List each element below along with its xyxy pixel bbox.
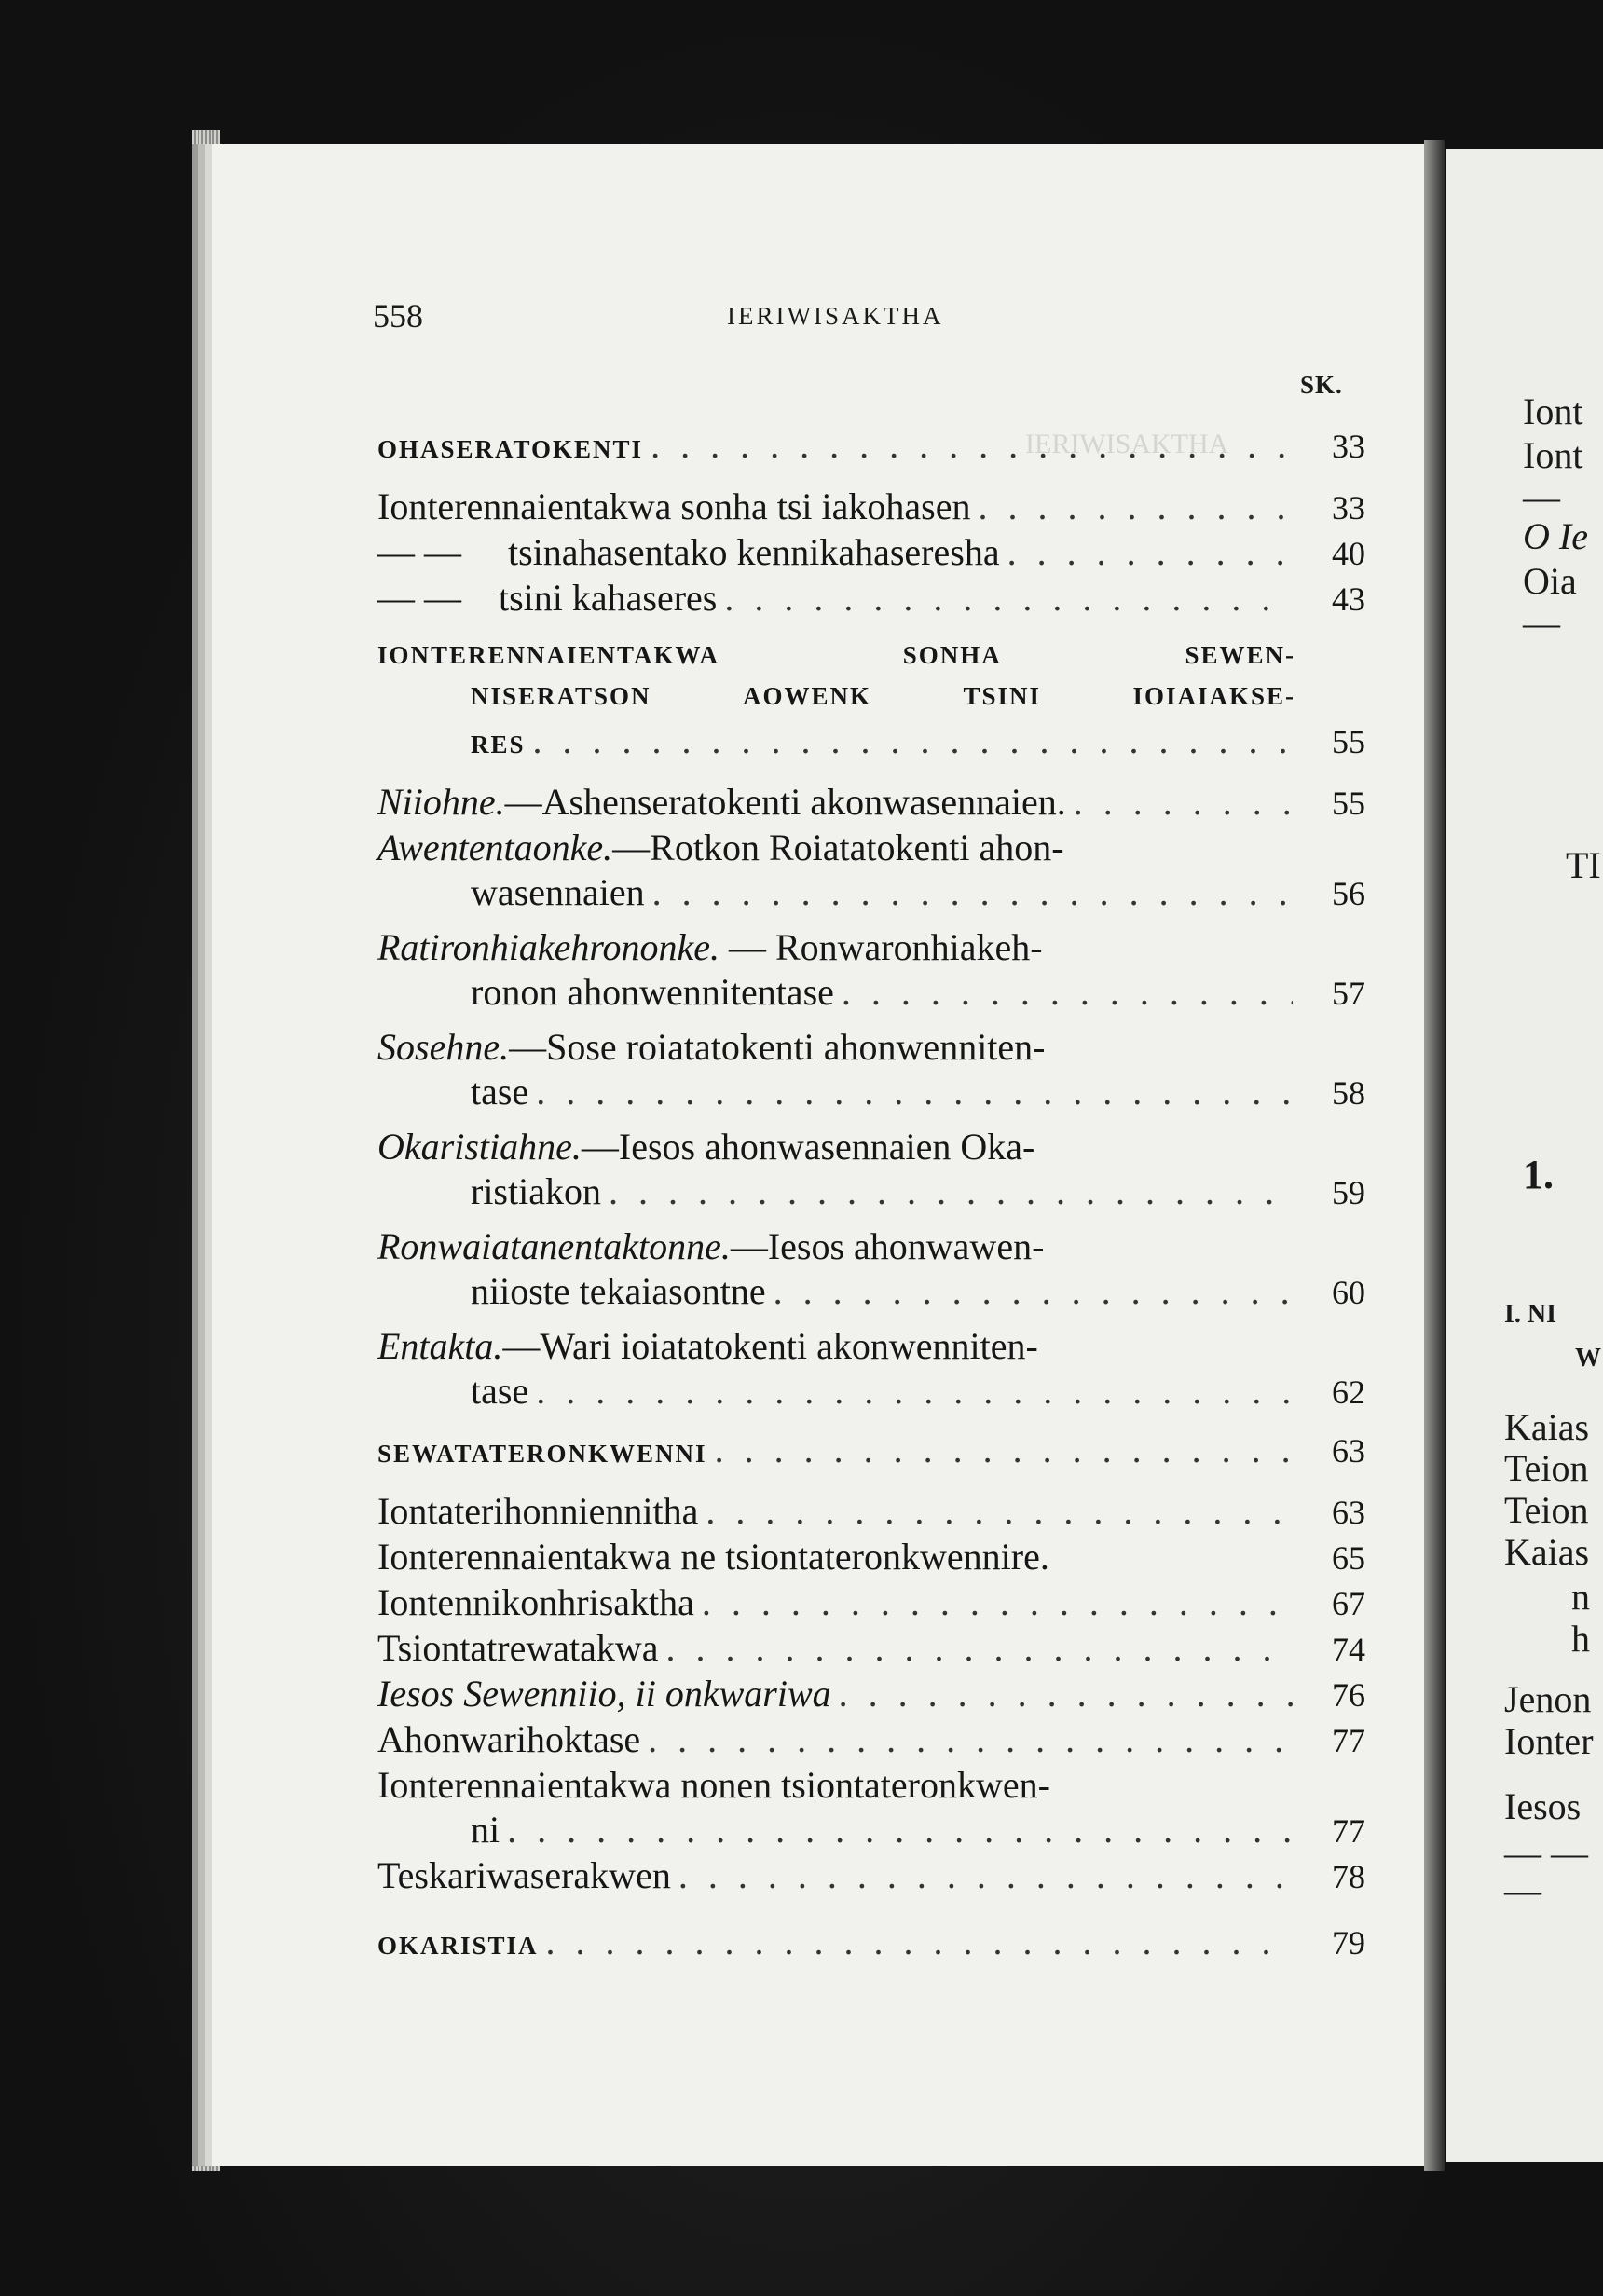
toc-section-entry[interactable]: IONTERENNAIENTAKWA SONHA SEWEN- NISERATSON AOWENK TSINI IOIAIAKSE- RES . . . 55 (377, 636, 1365, 767)
page-ref: 63 (1332, 1494, 1365, 1531)
book-gutter (1424, 140, 1445, 2171)
right-page-line: — — (1504, 1832, 1588, 1874)
right-page-line: 1. (1523, 1152, 1554, 1197)
right-page-line: Iesos (1504, 1785, 1582, 1827)
toc-entry[interactable]: Iesos Sewenniio, ii onkwariwa . . . 76 (377, 1672, 1365, 1717)
leader-dots (1074, 780, 1293, 825)
page-ref: 55 (1332, 785, 1365, 822)
toc-entry[interactable]: Niiohne.—Ashenseratokenti akonwasennaien. . . . 55 (377, 780, 1365, 826)
toc-entry[interactable]: Ionterennaientakwa ne tsiontateronkwennire. 65 (377, 1535, 1365, 1580)
right-page-line: n (1571, 1576, 1590, 1618)
right-page-line: — (1504, 1869, 1541, 1911)
leader-dots (536, 1369, 1293, 1414)
right-page-line: Ionter (1504, 1720, 1594, 1762)
leader-dots (666, 1626, 1293, 1671)
page-ref: 43 (1332, 581, 1365, 618)
page-ref: 57 (1332, 975, 1365, 1012)
leader-dots (1007, 530, 1293, 575)
leader-dots (609, 1169, 1293, 1214)
page-ref: 58 (1332, 1074, 1365, 1112)
page-ref: 79 (1332, 1924, 1365, 1961)
toc-entry[interactable]: Teskariwaserakwen . . . 78 (377, 1853, 1365, 1899)
ditto-dash: — — (377, 531, 461, 573)
leader-dots (678, 1853, 1293, 1898)
right-page-line: Jenon (1504, 1678, 1592, 1720)
right-page-line: — (1523, 602, 1560, 644)
toc-entry[interactable]: Ahonwarihoktase . . . 77 (377, 1717, 1365, 1763)
right-page-line: TI (1566, 844, 1601, 886)
toc-section-entry[interactable]: OHASERATOKENTI . . . 33 (377, 423, 1365, 472)
leader-dots (978, 485, 1293, 529)
leader-dots (651, 423, 1293, 468)
page-ref: 74 (1332, 1631, 1365, 1668)
leader-dots (648, 1717, 1293, 1762)
page-ref: 77 (1332, 1812, 1365, 1850)
page-ref: 63 (1332, 1432, 1365, 1469)
page-ref: 59 (1332, 1174, 1365, 1211)
toc-entry[interactable]: Sosehne.—Sose roiatatokenti ahonwenniten- tase . . . 58 (377, 1025, 1365, 1115)
right-page-line: Oia (1523, 560, 1577, 602)
right-page-line: W (1575, 1344, 1601, 1373)
leader-dots (507, 1808, 1293, 1852)
toc-entry[interactable]: Awententaonke.—Rotkon Roiatatokenti ahon- wasennaien . . . 56 (377, 826, 1365, 916)
page-ref: 77 (1332, 1722, 1365, 1759)
toc-entry[interactable]: Okaristiahne.—Iesos ahonwasennaien Oka- ristiakon . . . 59 (377, 1125, 1365, 1215)
page-ref: 55 (1332, 723, 1365, 760)
leader-dots (536, 1070, 1293, 1114)
toc-entry[interactable]: — — tsini kahaseres . . . 43 (377, 576, 1365, 622)
page-ref: 56 (1332, 875, 1365, 912)
table-of-contents (377, 410, 1365, 1981)
right-page-line: Teion (1504, 1447, 1589, 1489)
leader-dots (839, 1672, 1293, 1716)
page-ref: 67 (1332, 1585, 1365, 1622)
toc-entry[interactable]: Entakta.—Wari ioiatatokenti akonwenniten- tase . . . 62 (377, 1324, 1365, 1414)
leader-dots (652, 870, 1293, 915)
page-ref: 62 (1332, 1374, 1365, 1411)
ditto-dash: — — (377, 577, 461, 619)
page-ref: 78 (1332, 1858, 1365, 1895)
page-header (373, 296, 1361, 337)
toc-entry[interactable]: Iontennikonhrisaktha . . . 67 (377, 1580, 1365, 1626)
toc-entry[interactable]: Iontaterihonniennitha . . . 63 (377, 1489, 1365, 1535)
leader-dots (706, 1489, 1293, 1534)
toc-entry[interactable]: — — tsinahasentako kennikahaseresha . . . 40 (377, 530, 1365, 576)
leader-dots (842, 970, 1293, 1015)
leader-dots (715, 1428, 1293, 1472)
page-ref: 33 (1332, 489, 1365, 526)
right-page-line: — (1523, 476, 1560, 518)
right-page-line: Iont (1523, 390, 1583, 432)
leader-dots (546, 1920, 1293, 1964)
leader-dots (724, 576, 1293, 621)
right-page-line: h (1571, 1618, 1590, 1660)
toc-entry[interactable]: Tsiontatrewatakwa . . . 74 (377, 1626, 1365, 1672)
right-page-line: Kaias (1504, 1406, 1590, 1448)
page-ref: 76 (1332, 1676, 1365, 1714)
right-page-line: Iont (1523, 434, 1583, 476)
bleed-through: IERIWISAKTHA (1025, 429, 1229, 459)
running-head: IERIWISAKTHA (727, 302, 944, 330)
toc-entry[interactable]: Ratironhiakehrononke. — Ronwaronhiakeh- ronon ahonwennitentase . . . 57 (377, 925, 1365, 1016)
toc-entry[interactable]: Ionterennaientakwa sonha tsi iakohasen . . . 33 (377, 485, 1365, 530)
toc-entry[interactable]: Ronwaiatanentaktonne.—Iesos ahonwawen- niioste tekaiasontne . . . 60 (377, 1224, 1365, 1315)
toc-section-entry[interactable]: OKARISTIA . . . 79 (377, 1920, 1365, 1968)
page-number: 558 (373, 297, 423, 335)
leader-dots (702, 1580, 1293, 1625)
page-ref: 33 (1332, 428, 1365, 465)
toc-entry[interactable]: Ionterennaientakwa nonen tsiontateronkwen- ni . . . 77 (377, 1763, 1365, 1853)
leader-dots (774, 1269, 1293, 1314)
right-page-line: Kaias (1504, 1531, 1590, 1573)
page-ref: 65 (1332, 1539, 1365, 1577)
right-page-line: Teion (1504, 1489, 1589, 1531)
leader-dots (533, 718, 1293, 763)
right-page-line: O Ie (1523, 515, 1588, 557)
toc-section-entry[interactable]: SEWATATERONKWENNI . . . 63 (377, 1428, 1365, 1476)
page-ref: 40 (1332, 535, 1365, 572)
right-page-line: I. NI (1504, 1300, 1557, 1329)
page-ref: 60 (1332, 1274, 1365, 1311)
column-header: SK. (1300, 371, 1343, 399)
